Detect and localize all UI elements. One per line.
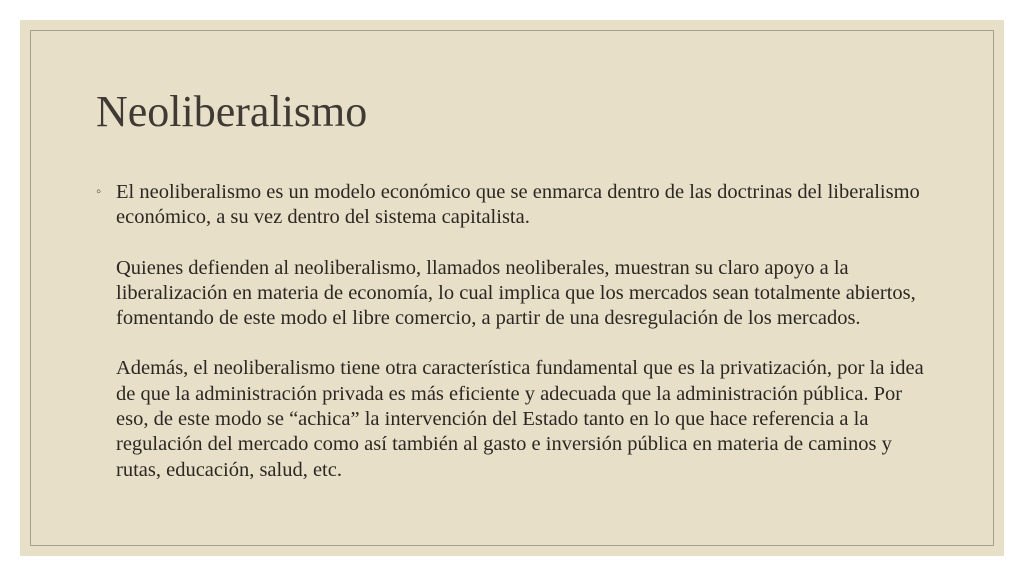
bullet-item (96, 180, 936, 483)
paragraph-supporters: Quienes defienden al neoliberalismo, llamados neoliberales, muestran su claro apoyo a la liberalización en materia de economía, lo cual implica que los mercados sean totalmente abiertos, fomentando de este modo el libre comercio, a partir de una desregulación de los mercados. (116, 256, 916, 330)
paragraph-privatization: Además, el neoliberalismo tiene otra característica fundamental que es la privatización, por la idea de que la administración privada es más eficiente y adecuada que la administración pública. Por eso, de este modo se “achica” la intervención del Estado tanto en lo que hace referencia a la regulación del mercado como así también al gasto e inversión pública en materia de caminos y rutas, educación, salud, etc. (116, 357, 924, 481)
slide-title: Neoliberalismo (96, 87, 368, 136)
paragraph-definition: El neoliberalismo es un modelo económico que se enmarca dentro de las doctrinas del liberalismo económico, a su vez dentro del sistema capitalista. (116, 181, 920, 229)
slide-body (96, 180, 936, 483)
slide (20, 20, 1004, 556)
bullet-icon: ◦ (96, 184, 102, 200)
